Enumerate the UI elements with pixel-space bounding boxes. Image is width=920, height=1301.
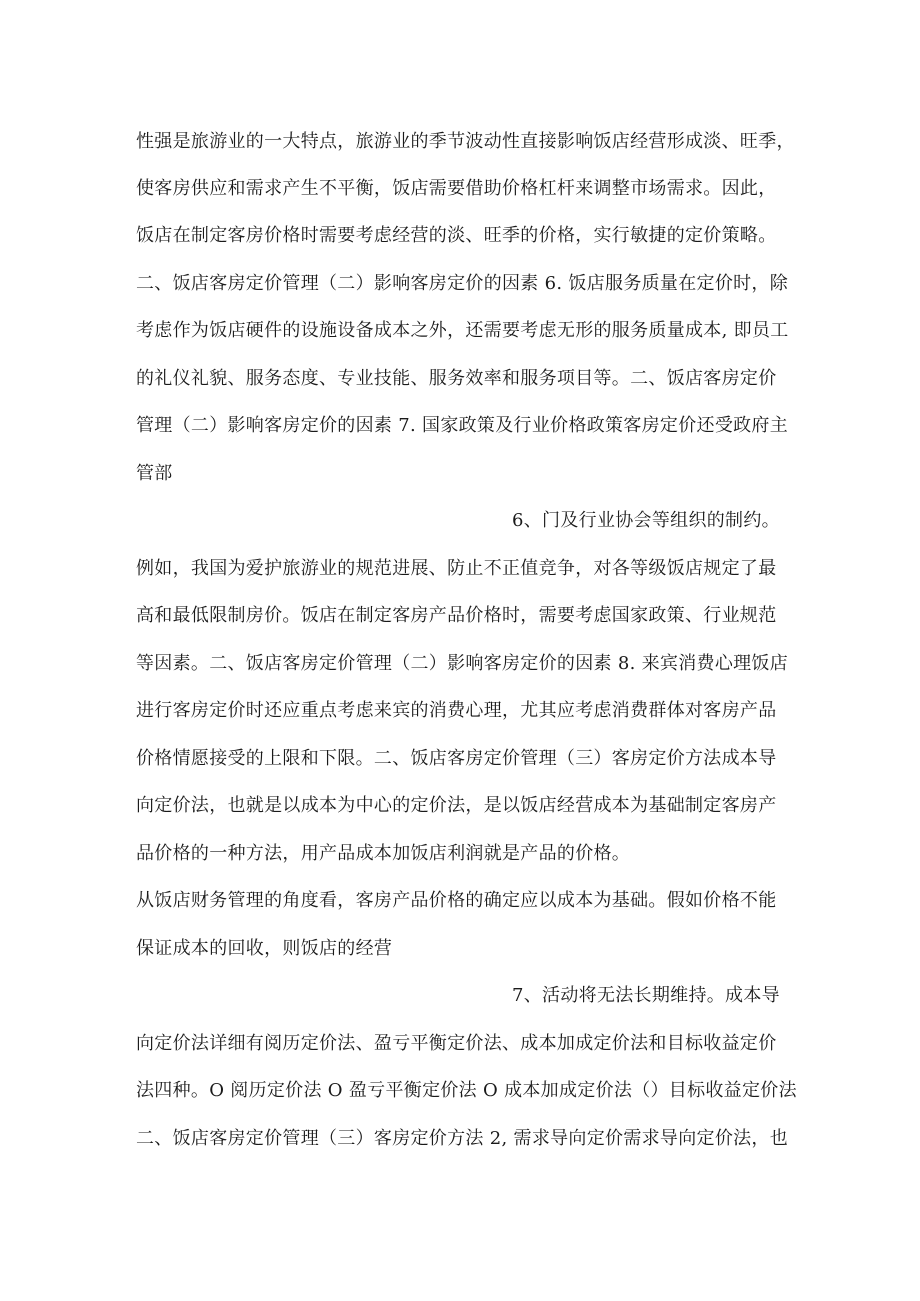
text-line: 使客房供应和需求产生不平衡，饭店需要借助价格杠杆来调整市场需求。因此， — [136, 178, 777, 199]
text-line: 饭店在制定客房价格时需要考虑经营的淡、旺季的价格，实行敏捷的定价策略。 — [136, 225, 777, 246]
text-line: 管理（二）影响客房定价的因素 7. 国家政策及行业价格政策客房定价还受政府主 — [136, 415, 789, 436]
text-line: 向定价法详细有阅历定价法、盈亏平衡定价法、成本加成定价法和目标收益定价 — [136, 1033, 777, 1054]
text-line: 二、饭店客房定价管理（二）影响客房定价的因素 6. 饭店服务质量在定价时，除 — [136, 273, 789, 294]
text-line: 的礼仪礼貌、服务态度、专业技能、服务效率和服务项目等。二、饭店客房定价 — [136, 368, 777, 389]
text-line: 二、饭店客房定价管理（三）客房定价方法 2, 需求导向定价需求导向定价法，也 — [136, 1128, 789, 1149]
text-line: 价格情愿接受的上限和下限。二、饭店客房定价管理（三）客房定价方法成本导 — [136, 748, 777, 769]
text-line: 进行客房定价时还应重点考虑来宾的消费心理，尤其应考虑消费群体对客房产品 — [136, 700, 777, 721]
text-line: 高和最低限制房价。饭店在制定客房产品价格时，需要考虑国家政策、行业规范 — [136, 605, 777, 626]
text-line: 6、门及行业协会等组织的制约。 — [512, 510, 780, 531]
text-line: 等因素。二、饭店客房定价管理（二）影响客房定价的因素 8. 来宾消费心理饭店 — [136, 653, 789, 674]
text-line: 性强是旅游业的一大特点，旅游业的季节波动性直接影响饭店经营形成淡、旺季， — [136, 131, 795, 152]
text-line: 从饭店财务管理的角度看，客房产品价格的确定应以成本为基础。假如价格不能 — [136, 890, 777, 911]
text-line: 保证成本的回收，则饭店的经营 — [136, 938, 393, 959]
text-line: 向定价法，也就是以成本为中心的定价法，是以饭店经营成本为基础制定客房产 — [136, 795, 777, 816]
text-line: 品价格的一种方法，用产品成本加饭店利润就是产品的价格。 — [136, 843, 631, 864]
text-line: 例如，我国为爱护旅游业的规范进展、防止不正值竞争，对各等级饭店规定了最 — [136, 558, 777, 579]
text-line: 管部 — [136, 463, 173, 484]
text-line: 7、活动将无法长期维持。成本导 — [512, 985, 780, 1006]
text-line: 考虑作为饭店硬件的设施设备成本之外，还需要考虑无形的服务质量成本, 即员工 — [136, 320, 789, 341]
text-line: 法四种。O 阅历定价法 O 盈亏平衡定价法 O 成本加成定价法（）目标收益定价法 — [136, 1080, 797, 1101]
